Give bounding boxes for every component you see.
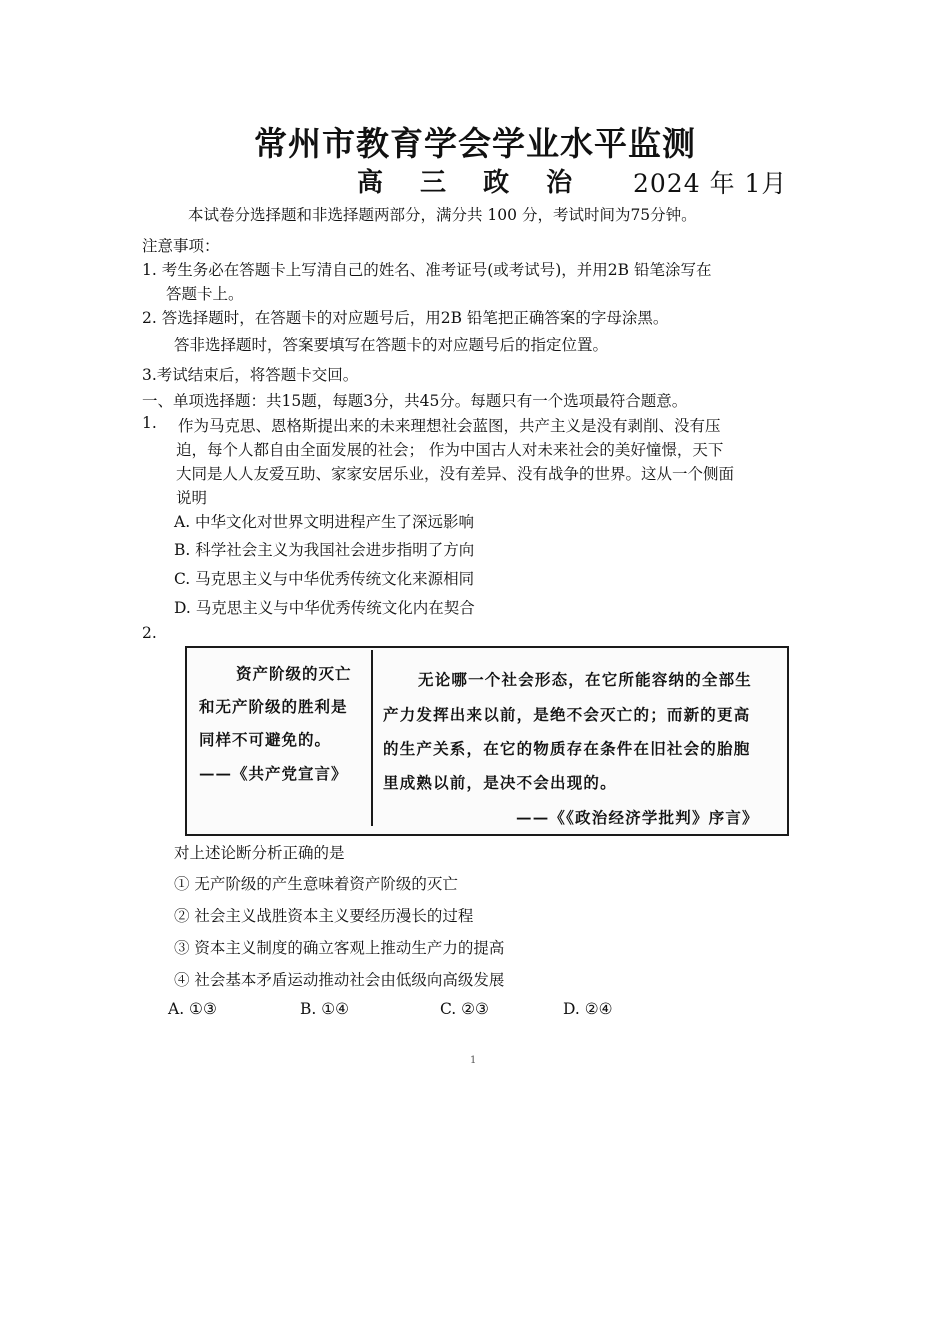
q2-prompt: 对上述论断分析正确的是 [174,844,345,862]
q1-stem-line-3: 大同是人人友爱互助、家家安居乐业，没有差异、没有战争的世界。这从一个侧面 [176,465,735,483]
q2-left-source: ——《共产党宣言》 [199,764,348,783]
page-number: 1 [470,1055,477,1066]
note-2-line-2: 答非选择题时，答案要填写在答题卡的对应题号后的指定位置。 [174,336,609,354]
q2-option-d: D. ②④ [563,1000,613,1018]
q2-right-source: ——《《政治经济学批判》序言》 [516,808,759,827]
q2-number: 2. [142,624,157,642]
note-1-line-2: 答题卡上。 [166,285,244,303]
exam-subject: 高 三 政 治 [357,168,587,198]
q1-stem-line-2: 迫，每个人都自由全面发展的社会； 作为中国古人对未来社会的美好憧憬，天下 [176,441,724,459]
exam-title: 常州市教育学会学业水平监测 [254,124,696,163]
q2-right-quote-line-4: 里成熟以前，是决不会出现的。 [383,773,617,792]
q2-option-c: C. ②③ [440,1000,489,1018]
q2-option-b: B. ①④ [300,1000,350,1018]
q2-right-quote-line-1: 无论哪一个社会形态，在它所能容纳的全部生 [418,670,753,689]
exam-date: 2024 年 1月 [633,169,788,198]
note-3: 3.考试结束后，将答题卡交回。 [142,366,359,384]
q1-option-a: A. 中华文化对世界文明进程产生了深远影响 [174,513,475,531]
q2-right-quote-line-2: 产力发挥出来以前，是绝不会灭亡的；而新的更高 [383,705,751,724]
q2-left-quote-line-3: 同样不可避免的。 [199,730,332,749]
q2-item-1: ① 无产阶级的产生意味着资产阶级的灭亡 [174,875,458,893]
q2-option-a: A. ①③ [168,1000,217,1018]
q2-item-2: ② 社会主义战胜资本主义要经历漫长的过程 [174,907,474,925]
notes-heading: 注意事项： [142,237,220,255]
q2-item-3: ③ 资本主义制度的确立客观上推动生产力的提高 [174,939,505,957]
q2-item-4: ④ 社会基本矛盾运动推动社会由低级向高级发展 [174,971,505,989]
q1-stem-line-4: 说明 [176,489,208,507]
q1-option-b: B. 科学社会主义为我国社会进步指明了方向 [174,541,475,559]
q1-stem-line-1: 作为马克思、恩格斯提出来的未来理想社会蓝图，共产主义是没有剥削、没有压 [178,417,721,435]
q2-quote-divider [371,650,373,826]
intro-text: 本试卷分选择题和非选择题两部分，满分共 100 分，考试时间为75分钟。 [188,206,697,224]
note-2-line-1: 2. 答选择题时，在答题卡的对应题号后，用2B 铅笔把正确答案的字母涂黑。 [142,309,669,327]
q1-number: 1. [142,414,157,432]
q1-option-c: C. 马克思主义与中华优秀传统文化来源相同 [174,570,475,588]
q2-left-quote-line-2: 和无产阶级的胜利是 [199,697,348,716]
section-1-heading: 一、单项选择题：共15题，每题3分，共45分。每题只有一个选项最符合题意。 [142,392,688,410]
q2-right-quote-line-3: 的生产关系，在它的物质存在条件在旧社会的胎胞 [383,739,751,758]
note-1-line-1: 1. 考生务必在答题卡上写清自己的姓名、准考证号(或考试号)，并用2B 铅笔涂写在 [142,261,712,279]
q2-left-quote-line-1: 资产阶级的灭亡 [236,664,352,683]
q1-option-d: D. 马克思主义与中华优秀传统文化内在契合 [174,599,475,617]
